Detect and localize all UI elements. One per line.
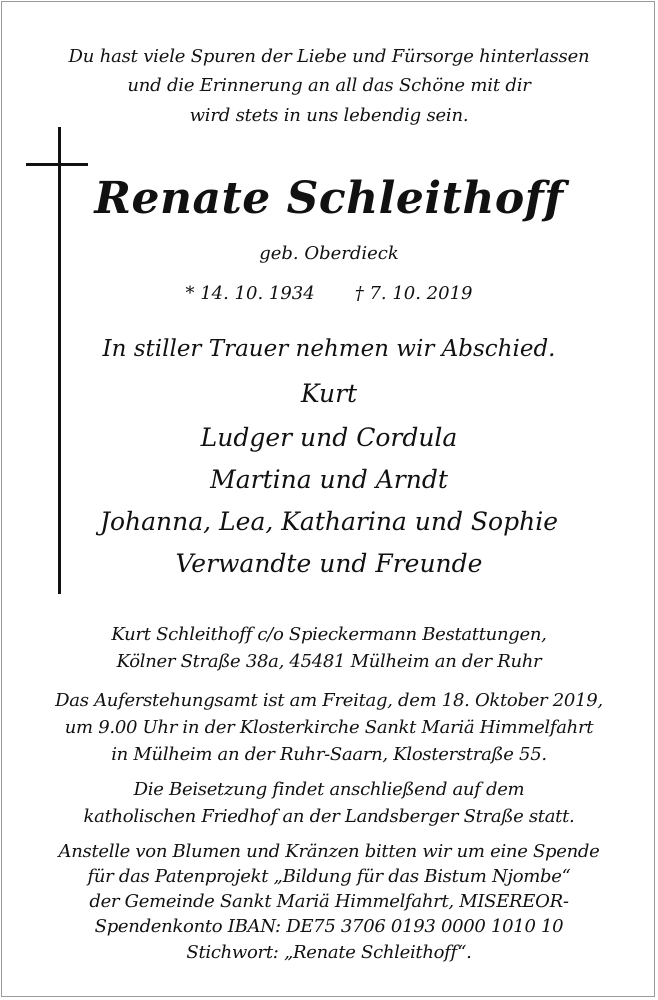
donation-line: für das Patenprojekt „Bildung für das Bistum Njombe“ <box>87 866 571 887</box>
farewell-text: In stiller Trauer nehmen wir Abschied. <box>102 336 556 362</box>
burial-line: Die Beisetzung findet anschließend auf dem <box>133 779 525 800</box>
donation-line: Anstelle von Blumen und Kränzen bitten wir um eine Spende <box>58 841 600 862</box>
mourner-line: Martina und Arndt <box>210 465 448 494</box>
address-line: Kölner Straße 38a, 45481 Mülheim an der Ruhr <box>116 651 542 672</box>
mourner-line: Johanna, Lea, Katharina und Sophie <box>99 507 559 536</box>
mourner-line: Ludger und Cordula <box>200 423 458 452</box>
birth-date: * 14. 10. 1934 <box>185 283 315 304</box>
burial-line: katholischen Friedhof an der Landsberger Straße statt. <box>83 806 575 827</box>
donation-line: der Gemeinde Sankt Mariä Himmelfahrt, MISEREOR- <box>89 891 569 912</box>
donation-line: Spendenkonto IBAN: DE75 3706 0193 0000 1010 10 <box>94 916 564 937</box>
death-date: † 7. 10. 2019 <box>354 283 473 304</box>
mourner-line: Kurt <box>300 379 358 408</box>
address-line: Kurt Schleithoff c/o Spieckermann Bestattungen, <box>111 624 547 645</box>
poem-line: wird stets in uns lebendig sein. <box>189 105 469 126</box>
donation-line: Stichwort: „Renate Schleithoff“. <box>186 942 472 963</box>
service-line: um 9.00 Uhr in der Klosterkirche Sankt Mariä Himmelfahrt <box>64 717 594 738</box>
service-line: in Mülheim an der Ruhr-Saarn, Klosterstraße 55. <box>111 744 547 765</box>
deceased-name: Renate Schleithoff <box>94 173 564 224</box>
life-dates <box>0 283 658 304</box>
poem-line: und die Erinnerung an all das Schöne mit dir <box>127 75 531 96</box>
birth-name: geb. Oberdieck <box>259 243 399 264</box>
mourner-line: Verwandte und Freunde <box>175 549 483 578</box>
service-line: Das Auferstehungsamt ist am Freitag, dem 18. Oktober 2019, <box>55 690 603 711</box>
cross-icon-bar <box>26 163 88 166</box>
poem-line: Du hast viele Spuren der Liebe und Fürsorge hinterlassen <box>68 46 590 67</box>
